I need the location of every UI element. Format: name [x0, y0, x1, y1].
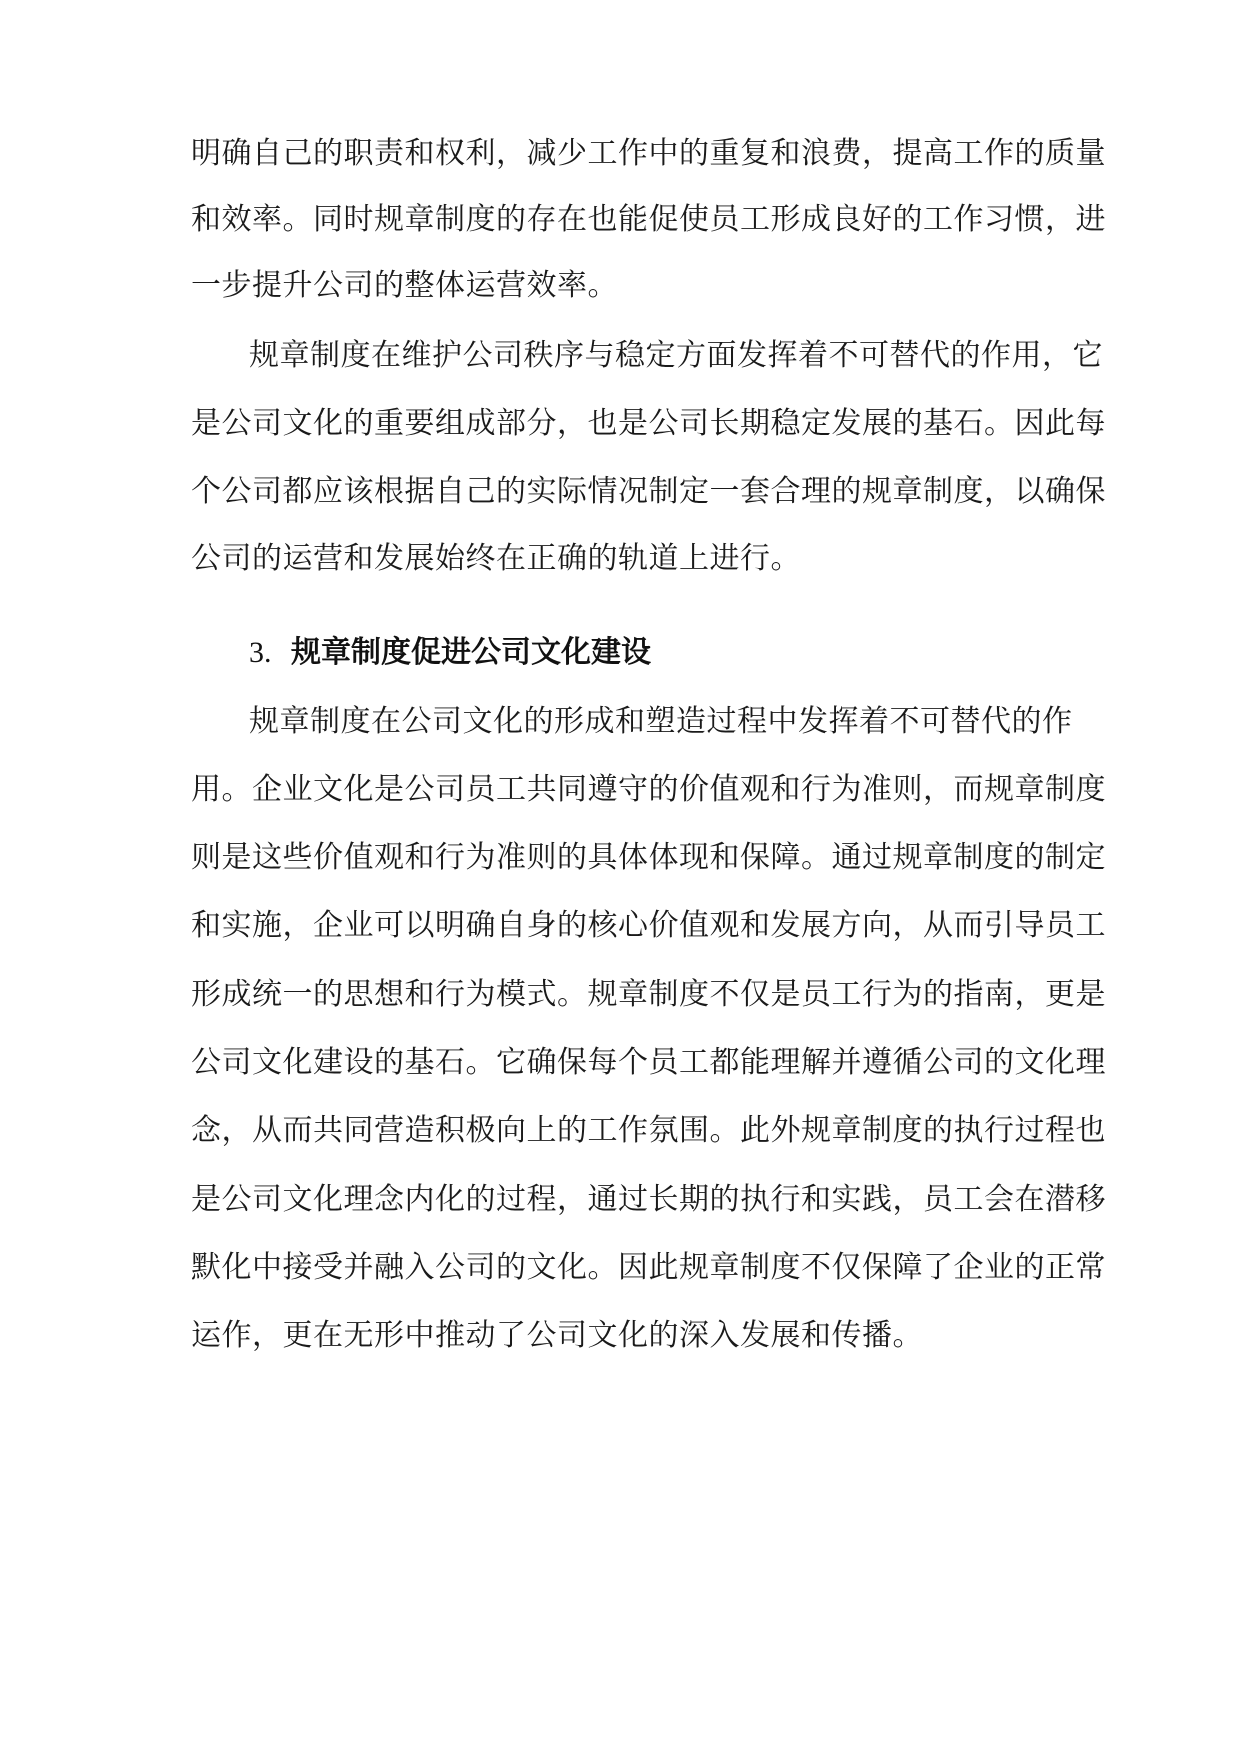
paragraph-3-line-1: 规章制度在公司文化的形成和塑造过程中发挥着不可替代的作 — [249, 704, 1073, 739]
paragraph-3-line-4: 和实施，企业可以明确自身的核心价值观和发展方向，从而引导员工 — [191, 908, 1106, 943]
paragraph-3-line-8: 是公司文化理念内化的过程，通过长期的执行和实践，员工会在潜移 — [191, 1182, 1106, 1217]
paragraph-2-line-3: 个公司都应该根据自己的实际情况制定一套合理的规章制度，以确保 — [191, 474, 1106, 509]
paragraph-2-line-2: 是公司文化的重要组成部分，也是公司长期稳定发展的基石。因此每 — [191, 406, 1106, 441]
paragraph-3-line-3: 则是这些价值观和行为准则的具体体现和保障。通过规章制度的制定 — [191, 840, 1106, 875]
paragraph-2-line-1: 规章制度在维护公司秩序与稳定方面发挥着不可替代的作用，它 — [249, 338, 1103, 373]
paragraph-1-line-3: 一步提升公司的整体运营效率。 — [191, 268, 618, 303]
paragraph-2-line-4: 公司的运营和发展始终在正确的轨道上进行。 — [191, 541, 801, 576]
paragraph-1-line-1: 明确自己的职责和权利，减少工作中的重复和浪费，提高工作的质量 — [191, 136, 1106, 171]
section-number: 3. — [249, 636, 272, 669]
section-title: 规章制度促进公司文化建设 — [291, 635, 651, 670]
paragraph-1-line-2: 和效率。同时规章制度的存在也能促使员工形成良好的工作习惯，进 — [191, 202, 1106, 237]
section-heading — [249, 633, 651, 673]
paragraph-3-line-10: 运作，更在无形中推动了公司文化的深入发展和传播。 — [191, 1318, 923, 1353]
paragraph-3-line-6: 公司文化建设的基石。它确保每个员工都能理解并遵循公司的文化理 — [191, 1045, 1106, 1080]
paragraph-3-line-2: 用。企业文化是公司员工共同遵守的价值观和行为准则，而规章制度 — [191, 772, 1106, 807]
paragraph-3-line-9: 默化中接受并融入公司的文化。因此规章制度不仅保障了企业的正常 — [191, 1250, 1106, 1285]
paragraph-3-line-5: 形成统一的思想和行为模式。规章制度不仅是员工行为的指南，更是 — [191, 977, 1106, 1012]
paragraph-3-line-7: 念，从而共同营造积极向上的工作氛围。此外规章制度的执行过程也 — [191, 1113, 1106, 1148]
